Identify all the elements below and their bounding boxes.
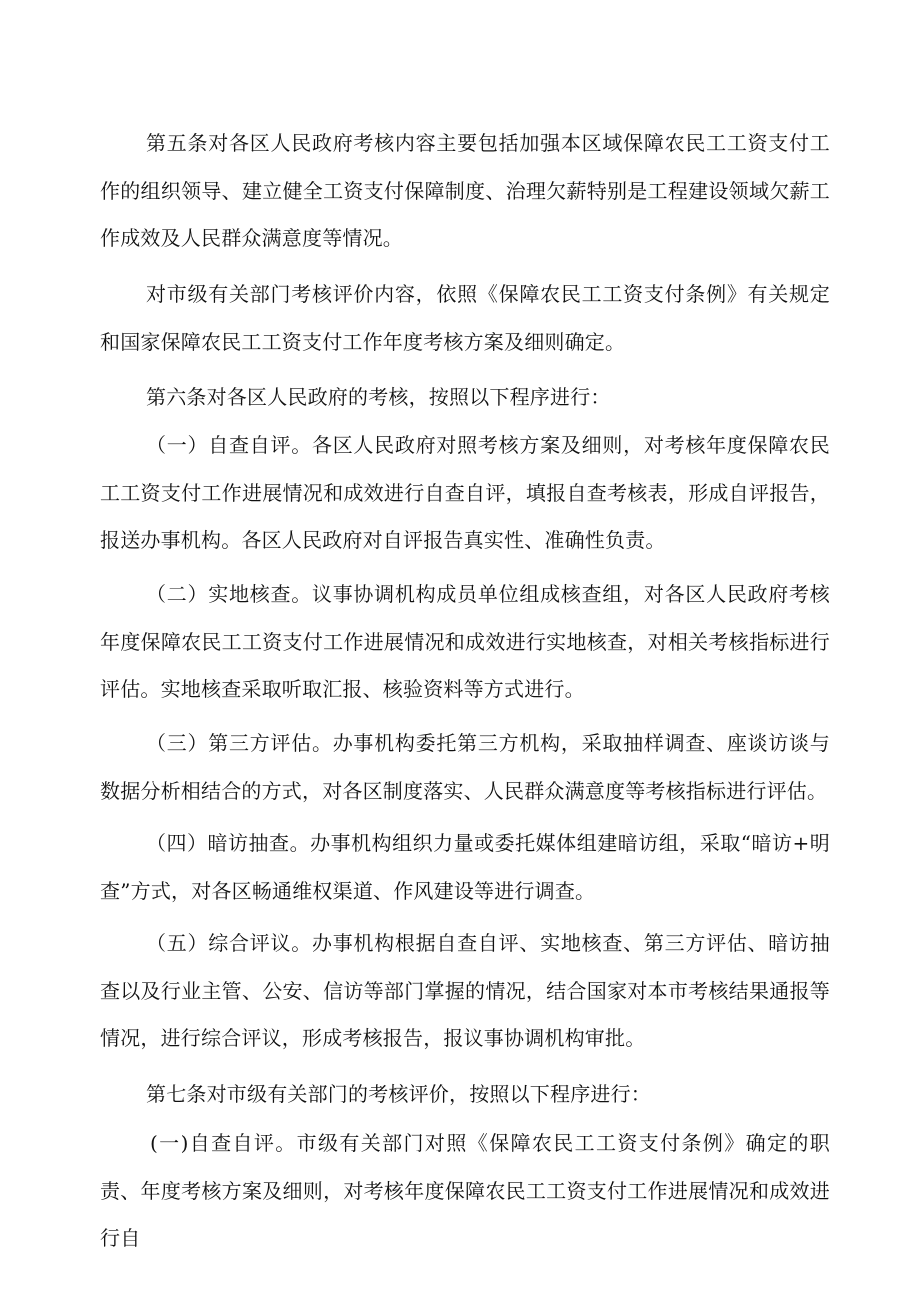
third-party-evaluation-paragraph: （三）第三方评估。办事机构委托第三方机构，采取抽样调查、座谈访谈与数据分析相结合的方式，对各区制度落实、人民群众满意度等考核指标进行评估。 <box>100 731 830 803</box>
on-site-verification-paragraph: （二）实地核查。议事协调机构成员单位组成核查组，对各区人民政府考核年度保障农民工工资支付工作进展情况和成效进行实地核查，对相关考核指标进行评估。实地核查采取听取汇报、核验资料等方式进行。 <box>100 582 830 701</box>
municipal-evaluation-paragraph: 对市级有关部门考核评价内容，依照《保障农民工工资支付条例》有关规定和国家保障农民工工资支付工作年度考核方案及细则确定。 <box>100 282 830 354</box>
comprehensive-review-paragraph: （五）综合评议。办事机构根据自查自评、实地核查、第三方评估、暗访抽查以及行业主管、公安、信访等部门掌握的情况，结合国家对本市考核结果通报等情况，进行综合评议，形成考核报告，报议事协调机构审批。 <box>100 931 830 1050</box>
article-7-paragraph: 第七条对市级有关部门的考核评价，按照以下程序进行： <box>146 1082 651 1106</box>
self-assessment-paragraph: （一）自查自评。各区人民政府对照考核方案及细则，对考核年度保障农民工工资支付工作进展情况和成效进行自查自评，填报自查考核表，形成自评报告，报送办事机构。各区人民政府对自评报告真实性、准确性负责。 <box>100 433 830 552</box>
article-5-paragraph: 第五条对各区人民政府考核内容主要包括加强本区域保障农民工工资支付工作的组织领导、建立健全工资支付保障制度、治理欠薪特别是工程建设领域欠薪工作成效及人民群众满意度等情况。 <box>100 131 830 250</box>
undercover-inspection-paragraph: （四）暗访抽查。办事机构组织力量或委托媒体组建暗访组，采取“暗访+明查”方式，对各区畅通维权渠道、作风建设等进行调查。 <box>100 831 830 903</box>
municipal-self-assessment-paragraph: (一)自查自评。市级有关部门对照《保障农民工工资支付条例》确定的职责、年度考核方案及细则，对考核年度保障农民工工资支付工作进展情况和成效进行自 <box>100 1131 830 1250</box>
article-6-paragraph: 第六条对各区人民政府的考核，按照以下程序进行： <box>146 385 611 409</box>
